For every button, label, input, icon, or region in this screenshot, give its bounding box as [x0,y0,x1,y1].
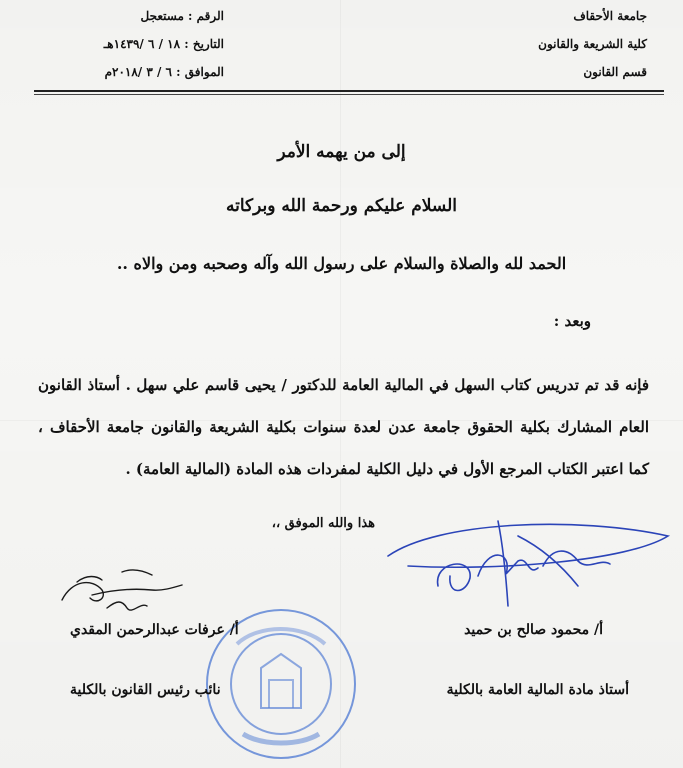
letterhead-institution [538,2,647,86]
header-rule-thick [34,90,664,92]
gregorian-date: الموافق : ٦ / ٣ /٢٠١٨م [104,65,224,79]
greeting: السلام عليكم ورحمة الله وبركاته [226,196,457,216]
department-name: قسم القانون [583,65,647,79]
header-rule-thin [34,94,664,95]
right-signatory-title: أستاذ مادة المالية العامة بالكلية [446,682,629,698]
reference-number: الرقم : مستعجل [140,9,224,23]
left-signatory-title: نائب رئيس القانون بالكلية [70,682,221,698]
university-name: جامعة الأحقاف [573,9,647,23]
praise-line: الحمد لله والصلاة والسلام على رسول الله وآله وصحبه ومن والاه .. [116,254,567,273]
letter-body: فإنه قد تم تدريس كتاب السهل في المالية العامة للدكتور / يحيى قاسم علي سهل . أستاذ القانون العام المشارك بكلية الحقوق جامعة عدن لعدة سنوات بكلية الشريعة والقانون جامعة الأحقاف ، كما اعتبر الكتاب المرجع الأول في دليل الكلية لمفردات هذه المادة (المالية العامة) . [38,376,649,478]
letter-heading: إلى من يهمه الأمر [277,142,406,162]
transition-phrase: وبعد : [553,312,591,330]
letterhead-reference [34,2,224,86]
faculty-name: كلية الشريعة والقانون [538,37,647,51]
closing-phrase: هذا والله الموفق ،، [271,516,375,531]
right-signature-icon [378,516,678,616]
right-signatory-name: أ/ محمود صالح بن حميد [464,622,603,638]
hijri-date: التاريخ : ١٨ / ٦ /١٤٣٩هـ [103,37,224,51]
left-signatory-name: أ/ عرفات عبدالرحمن المقدي [70,622,239,638]
left-signature-icon [52,560,192,620]
